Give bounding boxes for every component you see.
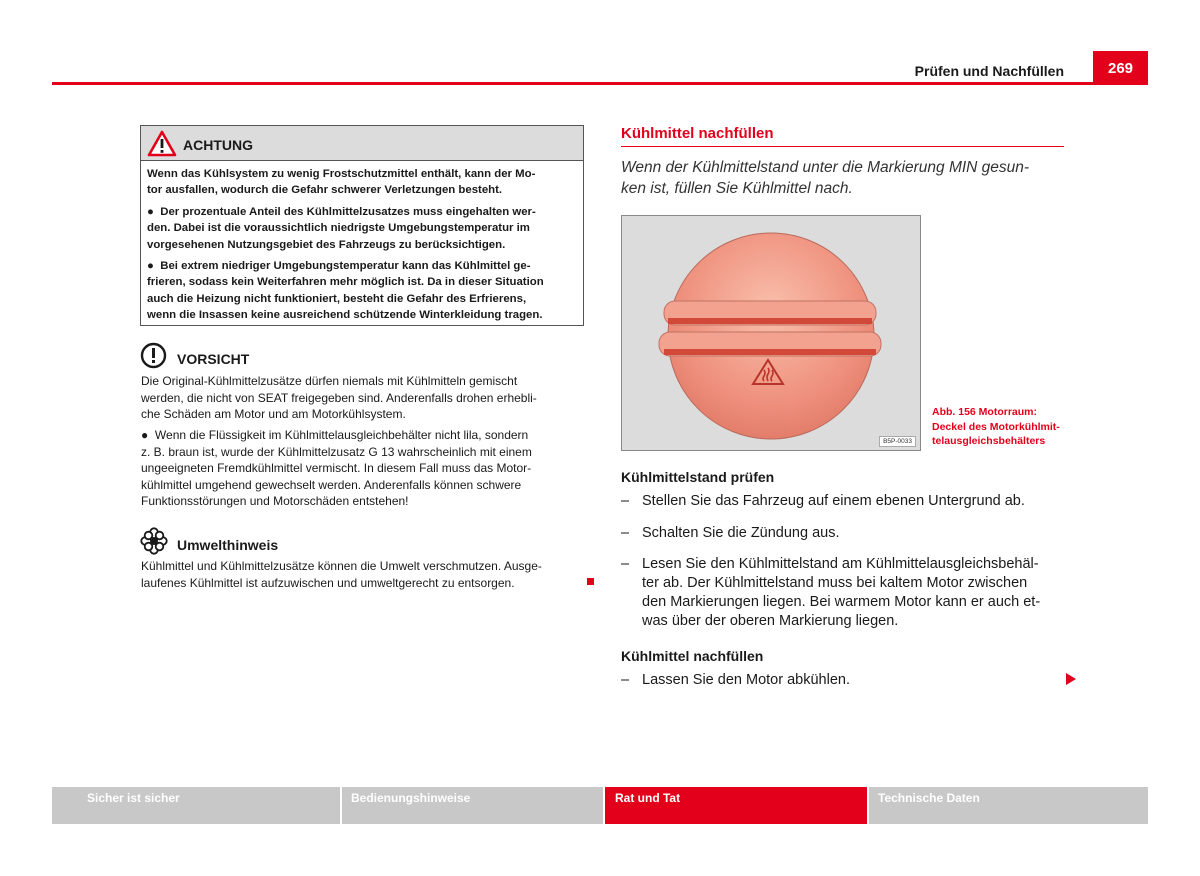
figure-caption: Abb. 156 Motorraum: Deckel des Motorkühlmit- telausgleichsbehälters [932,406,1060,447]
heading-rule [621,146,1064,147]
warning-intro: Wenn das Kühlsystem zu wenig Frostschutzmittel enthält, kann der Mo- tor ausfallen, wodurch die Gefahr schwerer Verletzungen besteht. [147,168,536,197]
section-title: Prüfen und Nachfüllen [914,63,1064,79]
footer-tab-sicher[interactable]: Sicher ist sicher [52,787,340,824]
footer-tab-technische-daten[interactable]: Technische Daten [869,787,1148,824]
intro-text: Wenn der Kühlmittelstand unter die Markierung MIN gesun- ken ist, füllen Sie Kühlmittel nach. [621,159,1030,197]
footer-tab-bedienung[interactable]: Bedienungshinweise [342,787,603,824]
subheading-check-level: Kühlmittelstand prüfen [621,469,775,485]
end-of-section-marker [587,578,594,585]
caution-title: VORSICHT [177,351,250,367]
caution-paragraph-1: Die Original-Kühlmittelzusätze dürfen niemals mit Kühlmitteln gemischt werden, die nicht von SEAT freigegeben sind. Anderenfalls drohen erhebli- che Schäden am Motor und am Motorkühlsystem. [141,374,537,421]
caution-paragraph-2: ● Wenn die Flüssigkeit im Kühlmittelausgleichbehälter nicht lila, sondern z. B. braun ist, wurde der Kühlmittelzusatz G 13 wahrscheinlich mit einem ungeeigneten Fremdkühlmittel vermischt. In diesem Fall muss das Motor- kühlmittel umgehend gewechselt werden. Anderenfalls können schwere Funktionsstörungen und Motorschäden entstehen! [141,428,532,508]
warning-header [141,126,583,161]
warning-bullet-1: ● Der prozentuale Anteil des Kühlmittelzusatzes muss eingehalten wer- den. Dabei ist die voraussichtlich niedrigste Umgebungstemperatur im vorgesehenen Nutzungsgebiet des Fahrzeugs zu berücksichtigen. [147,206,536,251]
page-number: 269 [1093,51,1148,85]
warning-bullet-2: ● Bei extrem niedriger Umgebungstemperatur kann das Kühlmittel ge- frieren, sodass kein Weiterfahren mehr möglich ist. Da in dieser Situation auch die Heizung nicht funktioniert, besteht die Gefahr des Erfrierens, wenn die Insassen keine ausreichend schützende Winterkleidung tragen. [147,260,544,322]
bullet-icon: ● [141,428,155,442]
flower-icon [140,527,168,555]
section-heading: Kühlmittel nachfüllen [621,125,774,142]
header-rule [52,82,1148,85]
warning-box [140,125,584,326]
continue-arrow-icon [1066,673,1076,685]
figure-coolant-cap [621,215,921,451]
environment-title: Umwelthinweis [177,537,279,553]
figure-code: B5P-0033 [879,436,916,447]
subheading-refill: Kühlmittel nachfüllen [621,648,764,664]
warning-triangle-icon [147,130,177,157]
footer-tab-rat-und-tat[interactable]: Rat und Tat [605,787,867,824]
environment-text: Kühlmittel und Kühlmittelzusätze können die Umwelt verschmutzen. Ausge- laufenes Kühlmittel ist aufzuwischen und umweltgerecht zu entsorgen. [141,559,542,590]
warning-title: ACHTUNG [183,137,253,153]
bullet-icon: ● [147,260,161,272]
bullet-icon: ● [147,206,161,218]
coolant-cap-illustration [622,216,920,450]
exclamation-circle-icon [140,342,167,369]
